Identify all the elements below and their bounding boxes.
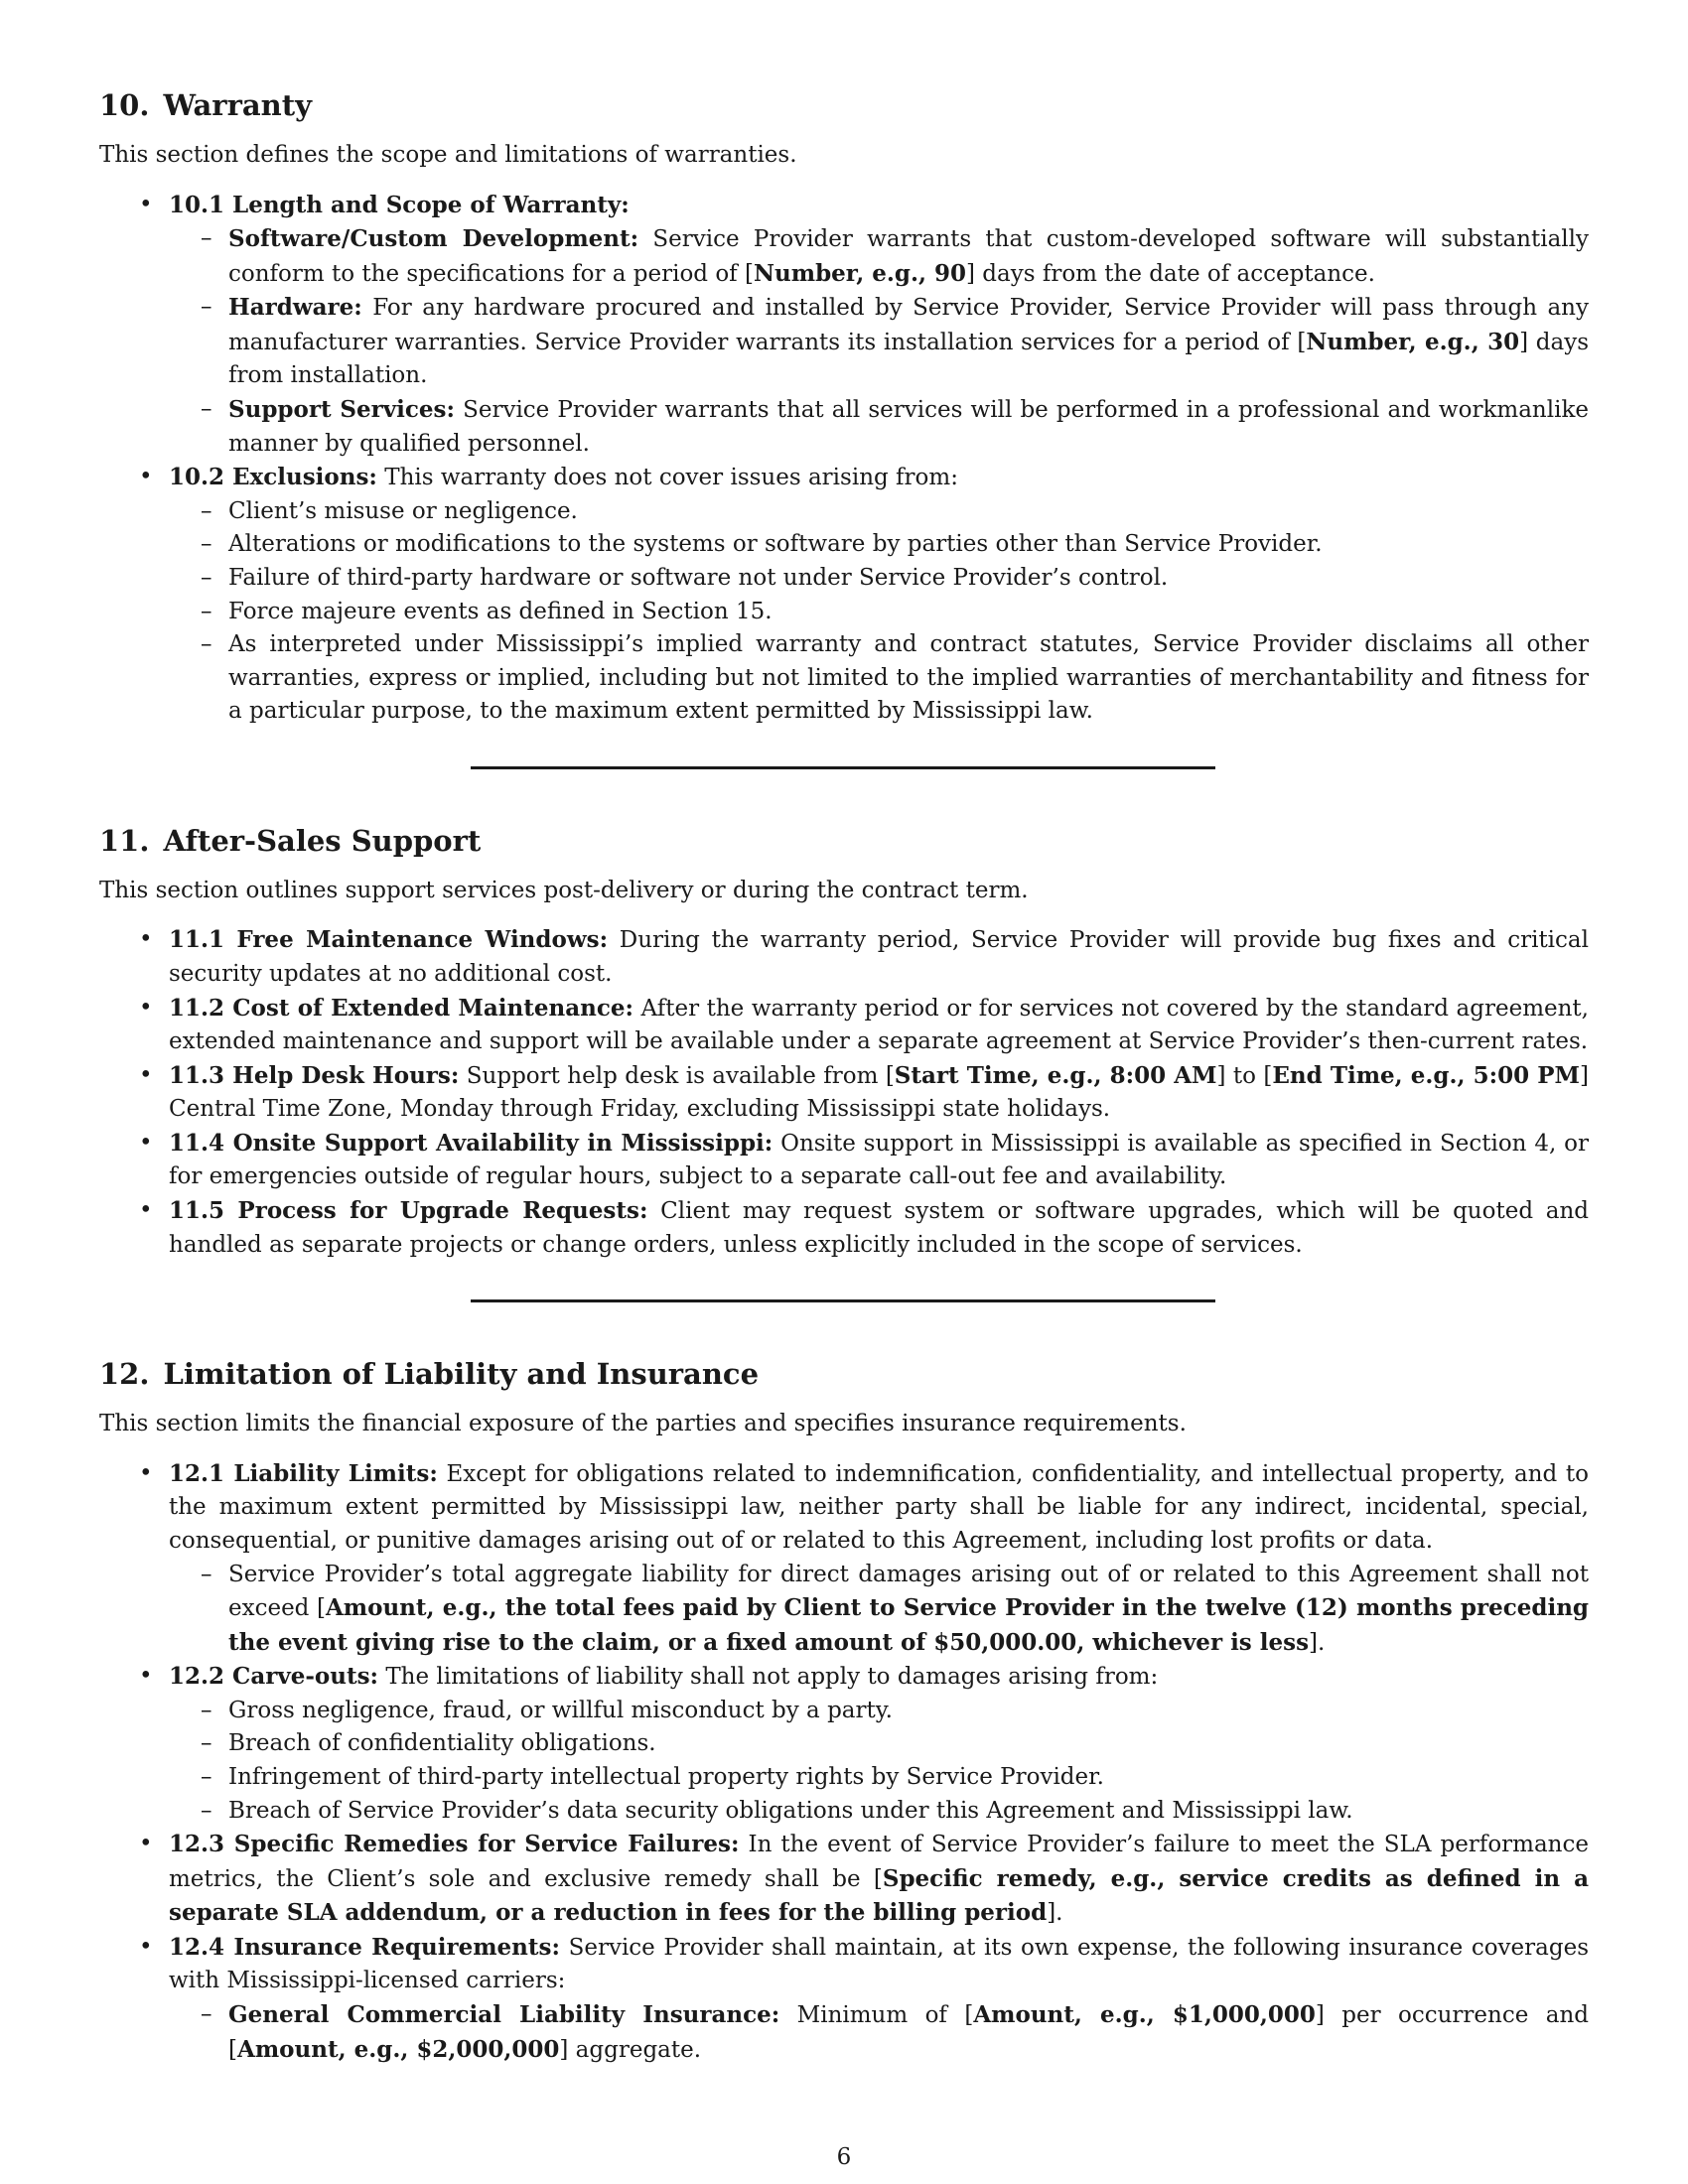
section-11-after-sales-support: [99, 823, 1589, 1262]
clause-11-4: • 11.4 Onsite Support Availability in Mississippi: Onsite support in Mississippi is available as specified in Section 4, or for emergencies outside of regular hours, subject to a separate call-out fee and availability.: [169, 1127, 1589, 1194]
list-item: – Infringement of third-party intellectual property rights by Service Provider.: [228, 1761, 1589, 1795]
section-10-warranty: [99, 87, 1589, 729]
section-intro: This section outlines support services post-delivery or during the contract term.: [99, 878, 1029, 904]
section-heading: 10. Warranty: [99, 88, 312, 122]
list-item: – As interpreted under Mississippi’s implied warranty and contract statutes, Service Provider disclaims all other warranties, express or implied, including but not limited to the implied warranties of merchantability and fitness for a particular purpose, to the maximum extent permitted by Mississippi law.: [228, 628, 1589, 729]
subclause-list: [169, 1559, 1589, 1661]
section-divider: [471, 766, 1215, 769]
list-item: – Force majeure events as defined in Section 15.: [228, 596, 1589, 629]
clause-list: [99, 923, 1589, 1262]
page-number: 6: [836, 2144, 852, 2170]
section-12-limitation-of-liability: [99, 1356, 1589, 2067]
clause-11-2: • 11.2 Cost of Extended Maintenance: After the warranty period or for services not covered by the standard agreement, extended maintenance and support will be available under a separate agreement at Service Provider’s then-current rates.: [169, 992, 1589, 1059]
subclause-list: [169, 495, 1589, 729]
subclause-list: [169, 222, 1589, 461]
clause-11-5: • 11.5 Process for Upgrade Requests: Client may request system or software upgrades, which will be quoted and handled as separate projects or change orders, unless explicitly included in the scope of services.: [169, 1194, 1589, 1262]
clause-10-2: • 10.2 Exclusions: This warranty does not cover issues arising from: – Client’s misuse or negligence. – Alterations or modifications to the systems or software by parties other than Service Provider. – Failure of third-party hardware or software not under Service Provider’s control. – Force majeure events as defined in Section 15. – As interpreted under Mississippi’s implied warranty and contract statutes, Service Provider disclaims all other warranties, express or implied, including but not limited to the implied warranties of merchantability and fitness for a particular purpose, to the maximum extent permitted by Mississippi law.: [169, 461, 1589, 729]
subclause-list: [169, 1998, 1589, 2067]
clause-list: [99, 1457, 1589, 2067]
clause-10-1: • 10.1 Length and Scope of Warranty: – Software/Custom Development: Service Provider warrants that custom-developed software will substantially conform to the specifications for a period of [Number, e.g., 90] days from the date of acceptance. – Hardware: For any hardware procured and installed by Service Provider, Service Provider will pass through any manufacturer warranties. Service Provider warrants its installation services for a period of [Number, e.g., 30] days from installation. – Support Services: Service Provider warrants that all services will be performed in a professional and workmanlike manner by qualified personnel.: [169, 189, 1589, 462]
section-divider: [471, 1299, 1215, 1302]
clause-12-1: • 12.1 Liability Limits: Except for obligations related to indemnification, confidentiality, and intellectual property, and to the maximum extent permitted by Mississippi law, neither party shall be liable for any indirect, incidental, special, consequential, or punitive damages arising out of or related to this Agreement, including lost profits or data. – Service Provider’s total aggregate liability for direct damages arising out of or related to this Agreement shall not exceed [Amount, e.g., the total fees paid by Client to Service Provider in the twelve (12) months preceding the event giving rise to the claim, or a fixed amount of $50,000.00, whichever is less].: [169, 1457, 1589, 1660]
section-intro: This section defines the scope and limitations of warranties.: [99, 142, 797, 169]
subclause-support-services: – Support Services: Service Provider warrants that all services will be performed in a professional and workmanlike manner by qualified personnel.: [228, 393, 1589, 461]
section-heading: 11. After-Sales Support: [99, 823, 482, 858]
subclause-aggregate-liability: – Service Provider’s total aggregate liability for direct damages arising out of or related to this Agreement shall not exceed [Amount, e.g., the total fees paid by Client to Service Provider in the twelve (12) months preceding the event giving rise to the claim, or a fixed amount of $50,000.00, whichever is less].: [228, 1559, 1589, 1661]
clause-11-1: • 11.1 Free Maintenance Windows: During the warranty period, Service Provider will provide bug fixes and critical security updates at no additional cost.: [169, 923, 1589, 991]
subclause-software: – Software/Custom Development: Service Provider warrants that custom-developed software will substantially conform to the specifications for a period of [Number, e.g., 90] days from the date of acceptance.: [228, 222, 1589, 291]
list-item: – Failure of third-party hardware or software not under Service Provider’s control.: [228, 562, 1589, 596]
list-item: – Client’s misuse or negligence.: [228, 495, 1589, 529]
clause-list: [99, 189, 1589, 729]
list-item: – Gross negligence, fraud, or willful misconduct by a party.: [228, 1695, 1589, 1728]
section-heading: 12. Limitation of Liability and Insurance: [99, 1357, 760, 1392]
list-item: – Breach of confidentiality obligations.: [228, 1727, 1589, 1761]
clause-12-4: • 12.4 Insurance Requirements: Service Provider shall maintain, at its own expense, the following insurance coverages with Mississippi-licensed carriers: – General Commercial Liability Insurance: Minimum of [Amount, e.g., $1,000,000] per occurrence and [Amount, e.g., $2,000,000] aggregate.: [169, 1931, 1589, 2067]
list-item: – Breach of Service Provider’s data security obligations under this Agreement and Mississippi law.: [228, 1795, 1589, 1829]
subclause-hardware: – Hardware: For any hardware procured and installed by Service Provider, Service Provider will pass through any manufacturer warranties. Service Provider warrants its installation services for a period of [Number, e.g., 30] days from installation.: [228, 291, 1589, 393]
subclause-list: [169, 1695, 1589, 1828]
clause-11-3: • 11.3 Help Desk Hours: Support help desk is available from [Start Time, e.g., 8:00 AM] to [End Time, e.g., 5:00 PM] Central Time Zone, Monday through Friday, excluding Mississippi state holidays.: [169, 1059, 1589, 1127]
clause-12-3: • 12.3 Specific Remedies for Service Failures: In the event of Service Provider’s failure to meet the SLA performance metrics, the Client’s sole and exclusive remedy shall be [Specific remedy, e.g., service credits as defined in a separate SLA addendum, or a reduction in fees for the billing period].: [169, 1828, 1589, 1931]
list-item: – Alterations or modifications to the systems or software by parties other than Service Provider.: [228, 528, 1589, 562]
section-intro: This section limits the financial exposure of the parties and specifies insurance requirements.: [99, 1411, 1187, 1437]
subclause-general-liability-insurance: – General Commercial Liability Insurance: Minimum of [Amount, e.g., $1,000,000] per occurrence and [Amount, e.g., $2,000,000] aggregate.: [228, 1998, 1589, 2067]
document-page: [99, 87, 1589, 2067]
clause-12-2: • 12.2 Carve-outs: The limitations of liability shall not apply to damages arising from: – Gross negligence, fraud, or willful misconduct by a party. – Breach of confidentiality obligations. – Infringement of third-party intellectual property rights by Service Provider. – Breach of Service Provider’s data security obligations under this Agreement and Mississippi law.: [169, 1660, 1589, 1828]
